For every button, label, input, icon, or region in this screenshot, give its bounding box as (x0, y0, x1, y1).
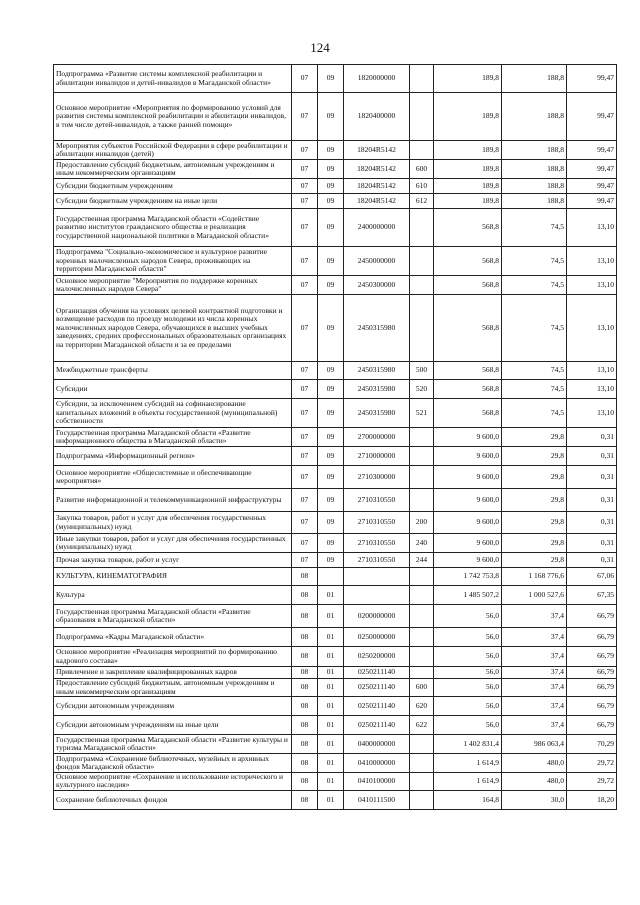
row-subsection: 01 (318, 790, 344, 809)
row-subsection: 09 (318, 247, 344, 276)
row-expense-type (410, 247, 434, 276)
row-expense-type: 620 (410, 697, 434, 716)
row-execution-percent: 66,79 (567, 647, 617, 667)
row-target-article: 2450315980 (344, 380, 410, 399)
row-actual-amount: 29,8 (502, 553, 567, 568)
row-section: 08 (292, 647, 318, 667)
row-plan-amount: 1 614,9 (434, 754, 502, 773)
row-target-article: 1820400000 (344, 93, 410, 141)
table-row (54, 697, 617, 716)
table-row (54, 362, 617, 380)
row-name: Подпрограмма «Развитие системы комплексной реабилитации и абилитации инвалидов и детей-инвалидов в Магаданской области» (54, 65, 292, 93)
row-subsection: 01 (318, 773, 344, 791)
row-target-article: 18204R5142 (344, 141, 410, 160)
row-actual-amount: 74,5 (502, 399, 567, 428)
row-expense-type: 612 (410, 194, 434, 209)
table-row (54, 679, 617, 697)
row-target-article (344, 568, 410, 586)
row-actual-amount: 37,4 (502, 679, 567, 697)
row-plan-amount: 568,8 (434, 380, 502, 399)
row-subsection: 01 (318, 628, 344, 647)
row-target-article: 1820000000 (344, 65, 410, 93)
row-expense-type (410, 466, 434, 489)
row-section: 07 (292, 447, 318, 466)
table-row (54, 568, 617, 586)
row-section: 08 (292, 679, 318, 697)
row-plan-amount: 56,0 (434, 679, 502, 697)
row-expense-type: 520 (410, 380, 434, 399)
row-actual-amount: 74,5 (502, 209, 567, 247)
row-plan-amount: 189,8 (434, 141, 502, 160)
row-execution-percent: 29,72 (567, 754, 617, 773)
table-row (54, 628, 617, 647)
row-actual-amount: 29,8 (502, 512, 567, 534)
row-target-article: 2450000000 (344, 247, 410, 276)
row-plan-amount: 1 614,9 (434, 773, 502, 791)
row-name: Субсидии автономным учреждениям (54, 697, 292, 716)
row-section: 07 (292, 93, 318, 141)
row-expense-type: 622 (410, 716, 434, 735)
row-execution-percent: 0,31 (567, 512, 617, 534)
row-name: Предоставление субсидий бюджетным, автономным учреждениям и иным некоммерческим организациям (54, 160, 292, 179)
row-target-article: 0410111500 (344, 790, 410, 809)
row-subsection: 09 (318, 276, 344, 295)
row-actual-amount: 188,8 (502, 141, 567, 160)
row-target-article: 0410100000 (344, 773, 410, 791)
row-plan-amount: 56,0 (434, 647, 502, 667)
row-section: 07 (292, 65, 318, 93)
table-row (54, 428, 617, 447)
budget-table (53, 64, 617, 810)
table-row (54, 466, 617, 489)
row-execution-percent: 99,47 (567, 194, 617, 209)
table-row (54, 160, 617, 179)
row-subsection: 09 (318, 65, 344, 93)
row-execution-percent: 18,20 (567, 790, 617, 809)
row-section: 08 (292, 697, 318, 716)
table-row (54, 209, 617, 247)
row-target-article: 2450315980 (344, 362, 410, 380)
row-expense-type: 600 (410, 160, 434, 179)
row-subsection: 09 (318, 295, 344, 362)
row-plan-amount: 568,8 (434, 295, 502, 362)
row-execution-percent: 0,31 (567, 553, 617, 568)
row-plan-amount: 9 600,0 (434, 489, 502, 512)
row-execution-percent: 99,47 (567, 179, 617, 194)
row-plan-amount: 568,8 (434, 399, 502, 428)
row-section: 08 (292, 790, 318, 809)
row-plan-amount: 56,0 (434, 697, 502, 716)
row-name: Развитие информационной и телекоммуникационной инфраструктуры (54, 489, 292, 512)
table-row (54, 380, 617, 399)
row-execution-percent: 13,10 (567, 380, 617, 399)
row-plan-amount: 568,8 (434, 276, 502, 295)
row-plan-amount: 1 402 831,4 (434, 735, 502, 754)
row-actual-amount: 74,5 (502, 295, 567, 362)
row-plan-amount: 1 742 753,8 (434, 568, 502, 586)
page-number: 124 (310, 40, 330, 55)
row-section: 08 (292, 735, 318, 754)
row-section: 08 (292, 586, 318, 605)
row-subsection: 01 (318, 735, 344, 754)
row-execution-percent: 0,31 (567, 466, 617, 489)
row-expense-type (410, 790, 434, 809)
row-section: 07 (292, 399, 318, 428)
row-actual-amount: 37,4 (502, 647, 567, 667)
row-name: Прочая закупка товаров, работ и услуг (54, 553, 292, 568)
row-execution-percent: 0,31 (567, 534, 617, 553)
row-subsection: 09 (318, 428, 344, 447)
table-row (54, 194, 617, 209)
row-subsection: 09 (318, 553, 344, 568)
row-target-article: 2710000000 (344, 447, 410, 466)
row-actual-amount: 74,5 (502, 276, 567, 295)
row-plan-amount: 56,0 (434, 628, 502, 647)
row-actual-amount: 29,8 (502, 466, 567, 489)
row-section: 07 (292, 512, 318, 534)
row-section: 07 (292, 489, 318, 512)
row-name: КУЛЬТУРА, КИНЕМАТОГРАФИЯ (54, 568, 292, 586)
row-subsection: 09 (318, 362, 344, 380)
row-target-article: 2400000000 (344, 209, 410, 247)
row-expense-type: 240 (410, 534, 434, 553)
table-row (54, 553, 617, 568)
row-expense-type (410, 489, 434, 512)
row-plan-amount: 189,8 (434, 65, 502, 93)
row-plan-amount: 568,8 (434, 362, 502, 380)
row-actual-amount: 188,8 (502, 65, 567, 93)
row-expense-type: 610 (410, 179, 434, 194)
row-subsection (318, 568, 344, 586)
row-subsection: 09 (318, 447, 344, 466)
row-expense-type (410, 628, 434, 647)
row-name: Основное мероприятие «Мероприятия по формированию условий для развития системы комплексной реабилитации и абилитации инвалидов, в том числе детей-инвалидов, а также ранней помощи» (54, 93, 292, 141)
row-execution-percent: 66,79 (567, 628, 617, 647)
row-plan-amount: 9 600,0 (434, 428, 502, 447)
row-name: Организация обучения на условиях целевой контрактной подготовки и возмещение расходов по проезду молодежи из числа коренных малочисленных народов Севера, обучающихся в высших учебных заведениях, средних профессиональных образовательных организациях на территории Магаданской области и за ее пределами (54, 295, 292, 362)
row-section: 07 (292, 553, 318, 568)
row-plan-amount: 164,8 (434, 790, 502, 809)
table-row (54, 754, 617, 773)
row-actual-amount: 29,8 (502, 489, 567, 512)
row-name: Субсидии бюджетным учреждениям на иные цели (54, 194, 292, 209)
row-expense-type: 500 (410, 362, 434, 380)
row-subsection: 01 (318, 605, 344, 628)
row-subsection: 09 (318, 209, 344, 247)
row-name: Сохранение библиотечных фондов (54, 790, 292, 809)
row-expense-type (410, 773, 434, 791)
row-target-article: 2710300000 (344, 466, 410, 489)
row-execution-percent: 66,79 (567, 667, 617, 679)
row-subsection: 09 (318, 512, 344, 534)
row-execution-percent: 13,10 (567, 295, 617, 362)
row-section: 08 (292, 754, 318, 773)
row-execution-percent: 13,10 (567, 209, 617, 247)
row-actual-amount: 29,8 (502, 534, 567, 553)
row-subsection: 01 (318, 716, 344, 735)
row-target-article: 0250211140 (344, 697, 410, 716)
row-name: Привлечение и закрепление квалифицированных кадров (54, 667, 292, 679)
table-row (54, 735, 617, 754)
row-section: 08 (292, 628, 318, 647)
row-actual-amount: 74,5 (502, 380, 567, 399)
row-subsection: 09 (318, 179, 344, 194)
row-name: Иные закупки товаров, работ и услуг для обеспечения государственных (муниципальных) нужд (54, 534, 292, 553)
row-expense-type (410, 754, 434, 773)
table-row (54, 276, 617, 295)
row-actual-amount: 29,8 (502, 447, 567, 466)
table-row (54, 586, 617, 605)
row-section: 07 (292, 247, 318, 276)
table-row (54, 399, 617, 428)
row-execution-percent: 70,29 (567, 735, 617, 754)
row-execution-percent: 13,10 (567, 399, 617, 428)
row-plan-amount: 568,8 (434, 209, 502, 247)
row-execution-percent: 13,10 (567, 276, 617, 295)
row-target-article: 18204R5142 (344, 194, 410, 209)
table-row (54, 247, 617, 276)
row-execution-percent: 99,47 (567, 141, 617, 160)
row-section: 07 (292, 534, 318, 553)
row-target-article: 0250211140 (344, 716, 410, 735)
row-expense-type (410, 605, 434, 628)
row-subsection: 09 (318, 160, 344, 179)
row-section: 08 (292, 667, 318, 679)
row-name: Мероприятия субъектов Российской Федерации в сфере реабилитации и абилитации инвалидов (детей) (54, 141, 292, 160)
row-execution-percent: 66,79 (567, 605, 617, 628)
row-execution-percent: 13,10 (567, 247, 617, 276)
row-actual-amount: 480,0 (502, 773, 567, 791)
row-expense-type (410, 93, 434, 141)
row-subsection: 09 (318, 466, 344, 489)
row-target-article: 0400000000 (344, 735, 410, 754)
row-target-article: 2450300000 (344, 276, 410, 295)
row-section: 08 (292, 568, 318, 586)
table-row (54, 773, 617, 791)
row-actual-amount: 188,8 (502, 194, 567, 209)
row-subsection: 09 (318, 141, 344, 160)
row-section: 08 (292, 605, 318, 628)
row-name: Подпрограмма «Сохранение библиотечных, музейных и архивных фондов Магаданской области» (54, 754, 292, 773)
row-section: 08 (292, 716, 318, 735)
row-subsection: 09 (318, 93, 344, 141)
row-expense-type: 244 (410, 553, 434, 568)
table-row (54, 179, 617, 194)
row-execution-percent: 67,06 (567, 568, 617, 586)
row-target-article: 2710310550 (344, 553, 410, 568)
row-section: 07 (292, 295, 318, 362)
row-target-article: 2450315980 (344, 399, 410, 428)
table-row (54, 790, 617, 809)
row-plan-amount: 1 485 507,2 (434, 586, 502, 605)
row-section: 07 (292, 194, 318, 209)
row-subsection: 09 (318, 194, 344, 209)
row-target-article: 2450315980 (344, 295, 410, 362)
row-plan-amount: 9 600,0 (434, 447, 502, 466)
table-row (54, 447, 617, 466)
row-name: Государственная программа Магаданской области «Развитие образования в Магаданской области» (54, 605, 292, 628)
row-actual-amount: 188,8 (502, 93, 567, 141)
row-section: 07 (292, 276, 318, 295)
row-actual-amount: 74,5 (502, 247, 567, 276)
row-section: 07 (292, 428, 318, 447)
row-name: Подпрограмма «Кадры Магаданской области» (54, 628, 292, 647)
row-execution-percent: 99,47 (567, 65, 617, 93)
table-row (54, 716, 617, 735)
row-plan-amount: 56,0 (434, 716, 502, 735)
row-name: Государственная программа Магаданской области «Развитие информационного общества в Магаданской области» (54, 428, 292, 447)
row-section: 07 (292, 179, 318, 194)
table-row (54, 647, 617, 667)
row-plan-amount: 56,0 (434, 667, 502, 679)
row-expense-type (410, 667, 434, 679)
row-expense-type (410, 295, 434, 362)
row-expense-type: 200 (410, 512, 434, 534)
row-actual-amount: 37,4 (502, 697, 567, 716)
row-name: Предоставление субсидий бюджетным, автономным учреждениям и иным некоммерческим организациям (54, 679, 292, 697)
row-actual-amount: 37,4 (502, 605, 567, 628)
row-name: Субсидии автономным учреждениям на иные цели (54, 716, 292, 735)
row-subsection: 01 (318, 754, 344, 773)
row-target-article: 2710310550 (344, 489, 410, 512)
row-subsection: 01 (318, 697, 344, 716)
row-plan-amount: 56,0 (434, 605, 502, 628)
row-section: 07 (292, 141, 318, 160)
row-name: Субсидии (54, 380, 292, 399)
row-execution-percent: 99,47 (567, 160, 617, 179)
row-target-article: 0250211140 (344, 679, 410, 697)
row-target-article: 2710310550 (344, 512, 410, 534)
row-target-article: 0200000000 (344, 605, 410, 628)
row-actual-amount: 37,4 (502, 716, 567, 735)
row-section: 07 (292, 160, 318, 179)
row-actual-amount: 986 063,4 (502, 735, 567, 754)
row-actual-amount: 37,4 (502, 628, 567, 647)
row-section: 08 (292, 773, 318, 791)
row-name: Подпрограмма «Информационный регион» (54, 447, 292, 466)
row-plan-amount: 9 600,0 (434, 553, 502, 568)
row-subsection: 01 (318, 647, 344, 667)
row-actual-amount: 29,8 (502, 428, 567, 447)
row-subsection: 09 (318, 399, 344, 428)
row-target-article: 0250200000 (344, 647, 410, 667)
row-target-article: 18204R5142 (344, 179, 410, 194)
row-actual-amount: 37,4 (502, 667, 567, 679)
row-subsection: 01 (318, 586, 344, 605)
row-plan-amount: 189,8 (434, 93, 502, 141)
row-expense-type: 521 (410, 399, 434, 428)
row-subsection: 09 (318, 380, 344, 399)
row-name: Основное мероприятие "Мероприятия по поддержке коренных малочисленных народов Севера" (54, 276, 292, 295)
row-actual-amount: 188,8 (502, 160, 567, 179)
row-expense-type (410, 647, 434, 667)
row-target-article: 2710310550 (344, 534, 410, 553)
table-row (54, 141, 617, 160)
row-plan-amount: 189,8 (434, 179, 502, 194)
row-name: Государственная программа Магаданской области «Развитие культуры и туризма Магаданской области» (54, 735, 292, 754)
row-expense-type (410, 65, 434, 93)
row-actual-amount: 188,8 (502, 179, 567, 194)
row-execution-percent: 29,72 (567, 773, 617, 791)
row-section: 07 (292, 466, 318, 489)
table-row (54, 295, 617, 362)
row-subsection: 01 (318, 679, 344, 697)
row-subsection: 09 (318, 534, 344, 553)
row-execution-percent: 13,10 (567, 362, 617, 380)
row-actual-amount: 30,0 (502, 790, 567, 809)
table-row (54, 512, 617, 534)
row-actual-amount: 1 168 776,6 (502, 568, 567, 586)
table-row (54, 534, 617, 553)
row-expense-type: 600 (410, 679, 434, 697)
row-name: Основное мероприятие «Сохранение и использование исторического и культурного наследия» (54, 773, 292, 791)
row-name: Основное мероприятие «Общесистемные и обеспечивающие мероприятия» (54, 466, 292, 489)
row-plan-amount: 9 600,0 (434, 466, 502, 489)
row-expense-type (410, 735, 434, 754)
row-section: 07 (292, 209, 318, 247)
row-expense-type (410, 428, 434, 447)
row-execution-percent: 0,31 (567, 428, 617, 447)
row-target-article: 0250211140 (344, 667, 410, 679)
row-name: Основное мероприятие «Реализация мероприятий по формированию кадрового состава» (54, 647, 292, 667)
row-name: Подпрограмма "Социально-экономическое и культурное развитие коренных малочисленных народов Севера, проживающих на территории Магаданской области" (54, 247, 292, 276)
row-expense-type (410, 276, 434, 295)
row-section: 07 (292, 380, 318, 399)
row-expense-type (410, 568, 434, 586)
row-plan-amount: 189,8 (434, 160, 502, 179)
row-name: Закупка товаров, работ и услуг для обеспечения государственных (муниципальных) нужд (54, 512, 292, 534)
row-execution-percent: 0,31 (567, 447, 617, 466)
row-execution-percent: 0,31 (567, 489, 617, 512)
row-execution-percent: 67,35 (567, 586, 617, 605)
row-target-article (344, 586, 410, 605)
row-plan-amount: 9 600,0 (434, 512, 502, 534)
row-name: Государственная программа Магаданской области «Содействие развитию институтов гражданского общества и реализация государственной национальной политики в Магаданской области» (54, 209, 292, 247)
row-target-article: 2700000000 (344, 428, 410, 447)
row-expense-type (410, 586, 434, 605)
table-row (54, 489, 617, 512)
row-actual-amount: 1 000 527,6 (502, 586, 567, 605)
row-expense-type (410, 141, 434, 160)
row-execution-percent: 99,47 (567, 93, 617, 141)
table-row (54, 65, 617, 93)
table-row (54, 605, 617, 628)
row-section: 07 (292, 362, 318, 380)
row-expense-type (410, 447, 434, 466)
row-subsection: 09 (318, 489, 344, 512)
row-target-article: 18204R5142 (344, 160, 410, 179)
row-plan-amount: 189,8 (434, 194, 502, 209)
row-subsection: 01 (318, 667, 344, 679)
row-target-article: 0250000000 (344, 628, 410, 647)
row-expense-type (410, 209, 434, 247)
row-actual-amount: 480,0 (502, 754, 567, 773)
row-name: Культура (54, 586, 292, 605)
table-row (54, 93, 617, 141)
row-plan-amount: 568,8 (434, 247, 502, 276)
table-row (54, 667, 617, 679)
row-name: Субсидии, за исключением субсидий на софинансирование капитальных вложений в объекты государственной (муниципальной) собственности (54, 399, 292, 428)
row-execution-percent: 66,79 (567, 697, 617, 716)
row-execution-percent: 66,79 (567, 679, 617, 697)
row-target-article: 0410000000 (344, 754, 410, 773)
row-actual-amount: 74,5 (502, 362, 567, 380)
row-name: Субсидии бюджетным учреждениям (54, 179, 292, 194)
row-execution-percent: 66,79 (567, 716, 617, 735)
row-name: Межбюджетные трансферты (54, 362, 292, 380)
row-plan-amount: 9 600,0 (434, 534, 502, 553)
